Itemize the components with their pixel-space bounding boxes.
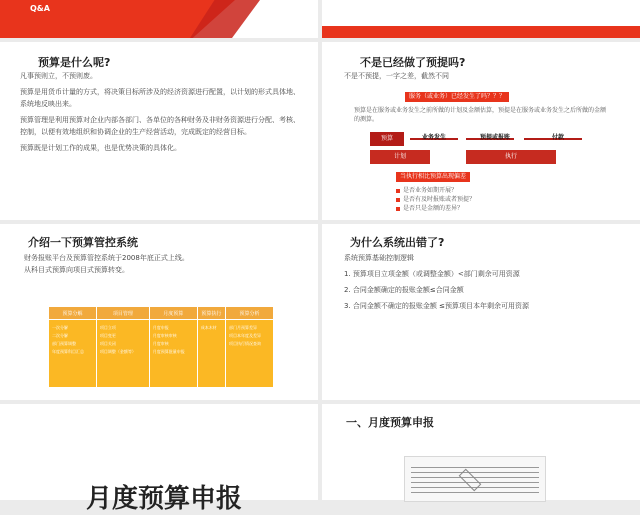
budget-flow-diagram (370, 132, 626, 214)
slide-body: 不是不预提，一字之差，截然不同 (344, 72, 449, 80)
table-header: 预算分解 (49, 307, 97, 320)
body-line: 预算是用货币计量的方式，将决策目标所涉及的经济资源进行配置，以计划的形式具体地、系统地反映出来。 (20, 88, 300, 108)
system-module-table (48, 306, 274, 388)
slide-monthly-detail[interactable] (322, 404, 640, 500)
table-cell: 项目立项 项目变更 项目关闭 项目调整（金额等） (96, 320, 149, 388)
page-title: 不是已经做了预提吗? (360, 56, 466, 69)
deviation-item: 是否有及时报账或者预提？ (396, 195, 596, 204)
slide-qa[interactable] (0, 0, 318, 38)
slide-system-error[interactable] (322, 224, 640, 400)
flow-step-accrual: 预提或报账 (480, 134, 511, 141)
slide-body (344, 252, 626, 316)
body-line: 财务报账平台及预算管控系统于2008年底正式上线。 (24, 254, 189, 262)
table-cell: 月度申报 月度审核审核 月度审核 月度预算批量申报 (149, 320, 197, 388)
body-line: 2. 合同金额确定的报账金额≤合同金额 (344, 286, 464, 294)
table-header: 项目管理 (96, 307, 149, 320)
slide-monthly-cover[interactable] (0, 404, 318, 514)
table-cell: 一次分解 二次分解 部门预算调整 年度预算科目汇总 (49, 320, 97, 388)
deviation-item: 是否只是金额的差异？ (396, 204, 596, 213)
bullet-icon (396, 207, 400, 211)
deviation-item: 是否业务如期开展？ (396, 186, 596, 195)
table-cell: 成本木材 (197, 320, 225, 388)
slide-budget-what[interactable] (0, 42, 318, 220)
deviation-list (396, 186, 596, 213)
body-line: 系统预算基础控制逻辑 (344, 254, 414, 262)
cover-title: 月度预算申报 (86, 484, 243, 514)
table-header: 月度预算 (149, 307, 197, 320)
page-title: 为什么系统出错了? (350, 236, 445, 249)
slide-system-intro[interactable] (0, 224, 318, 400)
body-line: 从科目式预算向项目式预算转变。 (24, 266, 129, 274)
warning-badge: 服务（或业务）已经发生了吗？？？ (405, 92, 509, 102)
slide-red-bar[interactable] (322, 0, 640, 38)
bullet-icon (396, 198, 400, 202)
slide-body (20, 70, 303, 154)
body-line: 凡事预则立，不预则废。 (20, 72, 97, 80)
page-title: 介绍一下预算管控系统 (28, 236, 138, 249)
table-header: 预算执行 (197, 307, 225, 320)
slide-preaccrual[interactable] (322, 42, 640, 220)
body-line: 预算既是计划工作的成果，也是优势决策的具体化。 (20, 144, 181, 152)
red-bar (322, 26, 640, 38)
table-header: 预算分析 (226, 307, 274, 320)
explain-text: 预算是在服务或业务发生之前所做的计划及金额估算，预提是在服务或业务发生之后所做的金额的测算。 (354, 107, 607, 123)
flow-step-business: 业务发生 (422, 134, 447, 141)
flow-execute: 执行 (466, 150, 556, 164)
flow-step-payment: 付款 (552, 134, 565, 141)
page-title: 预算是什么呢? (38, 56, 111, 69)
body-line: 预算管理是利用预算对企业内部各部门、各单位的各种财务及非财务资源进行分配、考核、控制，以便有效地组织和协调企业的生产经营活动，完成既定的经营目标。 (20, 116, 300, 136)
table-cell: 部门月预算差异 项目本年度及差异 项目执行情况查询 (226, 320, 274, 388)
body-line: 1. 预算项目立项金额（或调整金额）<部门剩余可用资源 (344, 270, 520, 278)
deviation-label: 当执行相比预算出现偏差 (396, 172, 470, 182)
page-title: 一、月度预算申报 (346, 416, 434, 429)
body-line: 3. 合同金额不确定的报账金额 ≤预算项目本年剩余可用资源 (344, 302, 529, 310)
flow-step-budget: 预算 (370, 132, 404, 146)
slide-top-white (322, 0, 640, 28)
bullet-icon (396, 189, 400, 193)
form-preview (404, 456, 546, 502)
qa-label: Q&A (30, 4, 50, 13)
flow-plan: 计划 (370, 150, 430, 164)
slide-body (24, 252, 294, 276)
